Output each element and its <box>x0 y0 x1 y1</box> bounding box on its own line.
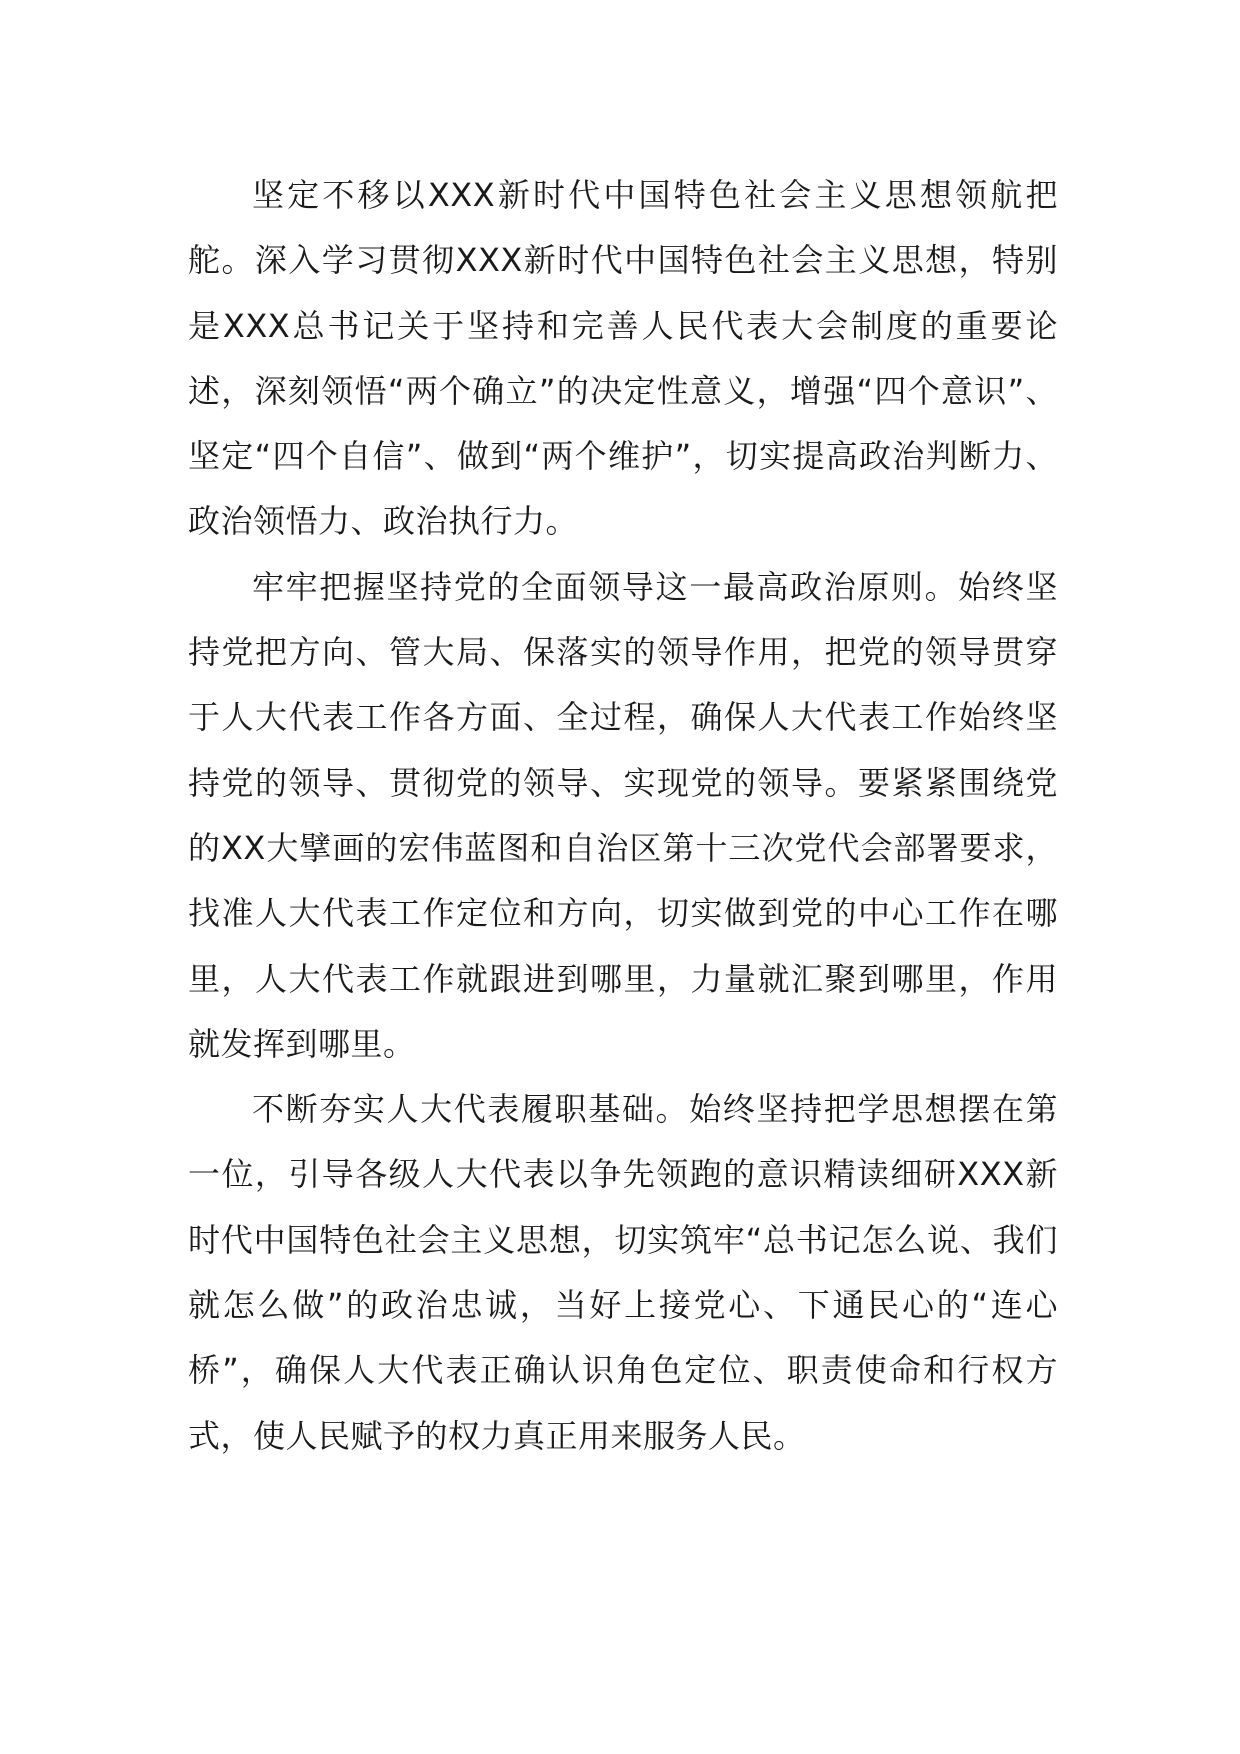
paragraph-3: 不断夯实人大代表履职基础。始终坚持把学思想摆在第一位，引导各级人大代表以争先领跑的意识精读细研XXX新时代中国特色社会主义思想，切实筑牢“总书记怎么说、我们就怎么做”的政治忠诚，当好上接党心、下通民心的“连心桥”，确保人大代表正确认识角色定位、职责使命和行权方式，使人民赋予的权力真正用来服务人民。 <box>188 1090 1058 1455</box>
paragraph-1: 坚定不移以XXX新时代中国特色社会主义思想领航把舵。深入学习贯彻XXX新时代中国特色社会主义思想，特别是XXX总书记关于坚持和完善人民代表大会制度的重要论述，深刻领悟“两个确立”的决定性意义，增强“四个意识”、坚定“四个自信”、做到“两个维护”，切实提高政治判断力、政治领悟力、政治执行力。 <box>188 176 1058 541</box>
paragraph-2: 牢牢把握坚持党的全面领导这一最高政治原则。始终坚持党把方向、管大局、保落实的领导作用，把党的领导贯穿于人大代表工作各方面、全过程，确保人大代表工作始终坚持党的领导、贯彻党的领导、实现党的领导。要紧紧围绕党的XX大擘画的宏伟蓝图和自治区第十三次党代会部署要求，找准人大代表工作定位和方向，切实做到党的中心工作在哪里，人大代表工作就跟进到哪里，力量就汇聚到哪里，作用就发挥到哪里。 <box>188 567 1058 1063</box>
document-body <box>188 163 1058 1469</box>
